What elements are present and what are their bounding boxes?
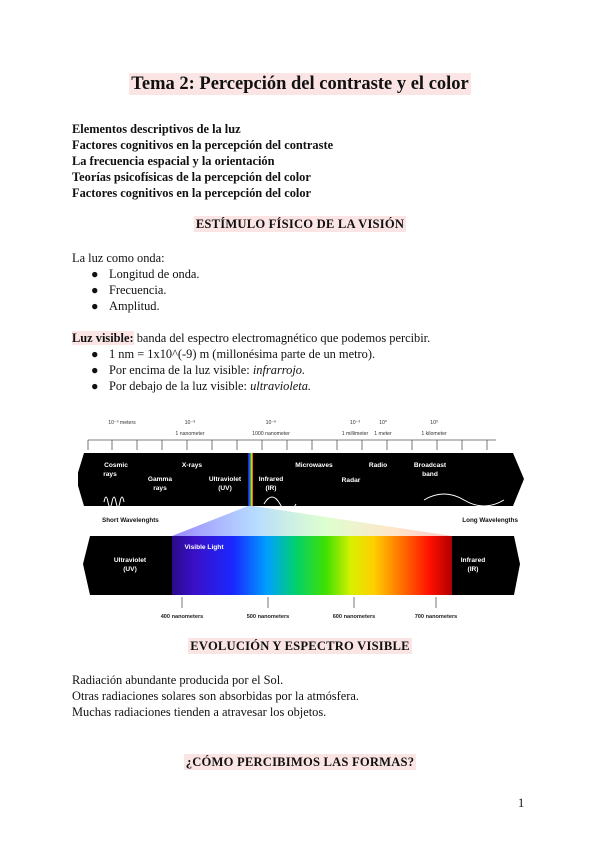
wave-intro: La luz como onda: [72,251,165,265]
scale-label: 10⁻³ meters [108,420,136,426]
short-wavelength-label: Short Wavelenghts [102,517,159,524]
scale-label: 10⁻⁹ [184,420,196,426]
uv-label: Ultraviolet [113,557,147,564]
toc-item: Factores cognitivos en la percepción del color [72,186,312,200]
paragraph-line: Muchas radiaciones tienden a atravesar los objetos. [72,705,327,719]
band-label-radar: Radar [341,477,361,484]
toc-item: Factores cognitivos en la percepción del contraste [72,138,334,152]
toc-item: La frecuencia espacial y la orientación [72,154,275,168]
band-label-xrays: X-rays [181,462,203,469]
scale-label: 1 kilometer [421,431,447,437]
scale-label: 1000 nanometer [252,431,290,437]
band-label-microwaves: Microwaves [295,462,333,469]
page-title: Tema 2: Percepción del contraste y el color [131,74,469,94]
visible-light-definition: Luz visible: banda del espectro electromagnético que podemos percibir. [72,331,431,345]
band-label-radio: Radio [368,462,388,469]
toc-item: Teorías psicofísicas de la percepción del color [72,170,311,184]
band-label-ir: Infrared [258,476,284,483]
toc-item: Elementos descriptivos de la luz [72,122,241,136]
scale-label: 10³ [430,420,438,426]
band-label-gamma: rays [153,485,167,492]
band-label-gamma: Gamma [147,476,173,483]
nm-label-500: 500 nanometers [246,614,290,620]
band-label-cosmic: Cosmic [104,462,128,469]
visible-light-label: Visible Light [184,544,224,551]
band-label-uv: Ultraviolet [208,476,242,483]
band-label-uv: (UV) [218,485,232,492]
em-spectrum-band [78,453,524,506]
nm-label-700: 700 nanometers [414,614,458,620]
paragraph-line: Radiación abundante producida por el Sol. [72,673,284,687]
page-number: 1 [518,796,525,810]
paragraph-line: Otras radiaciones solares son absorbidas por la atmósfera. [72,689,359,703]
scale-label: 10⁻⁶ [265,420,277,426]
visible-slice [248,453,253,506]
visible-expansion-fan [172,506,452,536]
ir-label: (IR) [467,566,479,573]
scale-label: 10⁰ [379,420,387,426]
band-label-cosmic: rays [103,471,117,478]
band-label-broadcast: Broadcast [413,462,447,469]
nm-label-600: 600 nanometers [332,614,376,620]
section-heading: ESTÍMULO FÍSICO DE LA VISIÓN [195,217,405,231]
uv-label: (UV) [123,566,137,573]
band-label-ir: (IR) [265,485,277,492]
section-heading: EVOLUCIÓN Y ESPECTRO VISIBLE [190,639,410,653]
nm-label-400: 400 nanometers [160,614,204,620]
electromagnetic-spectrum-figure [78,412,528,627]
scale-label: 10⁻³ [349,420,361,426]
ir-label: Infrared [460,557,486,564]
scale-label: 1 nanometer [175,431,205,437]
band-label-broadcast: band [422,471,438,478]
long-wavelength-label: Long Wavelengths [462,517,518,524]
section-heading: ¿CÓMO PERCIBIMOS LAS FORMAS? [185,755,415,769]
scale-label: 1 meter [374,431,392,437]
scale-label: 1 millimeter [341,431,369,437]
